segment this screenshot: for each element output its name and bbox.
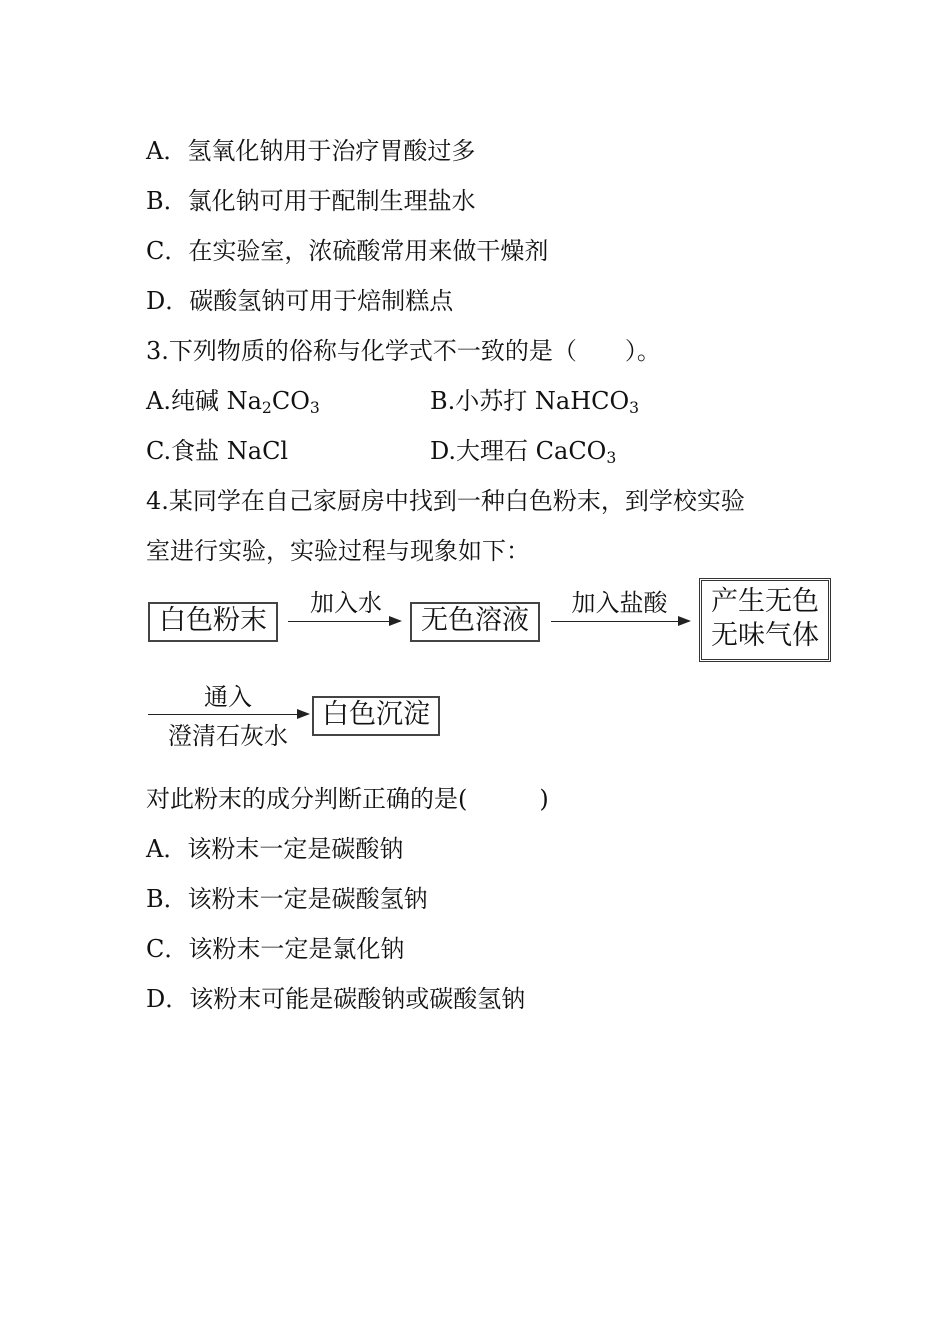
flow-arrow1: [288, 621, 400, 622]
q4-option-d: D．该粉末可能是碳酸钠或碳酸氢钠: [146, 985, 526, 1013]
flow-box-white-powder: 白色粉末: [148, 602, 278, 642]
q3-option-b: B.小苏打 NaHCO$_3$: [430, 387, 640, 417]
flow-box-gas-line2: 无味气体: [711, 620, 819, 651]
flow-box-gas: [699, 578, 831, 662]
flow-arrow3-label-bottom: 澄清石灰水: [168, 722, 288, 750]
q4-stem-line2: 室进行实验，实验过程与现象如下：: [146, 537, 530, 565]
flow-arrow2: [551, 621, 689, 622]
flow-arrow1-label: 加入水: [310, 589, 382, 617]
q4-option-a: A．该粉末一定是碳酸钠: [146, 835, 404, 863]
flow-box-white-precipitate: 白色沉淀: [312, 696, 440, 736]
q3-stem: 3.下列物质的俗称与化学式不一致的是（ ）。: [146, 337, 661, 365]
q2-option-a: A．氢氧化钠用于治疗胃酸过多: [146, 137, 476, 165]
q3-option-d: D.大理石 CaCO$_3$: [430, 437, 617, 467]
q4-option-b: B．该粉末一定是碳酸氢钠: [146, 885, 428, 913]
q3-option-a: A.纯碱 $Na_2CO_3$: [146, 387, 320, 417]
flow-arrow3: [148, 714, 308, 715]
flow-arrow3-label-top: 通入: [204, 683, 252, 711]
flow-box-gas-line1: 产生无色: [711, 586, 819, 617]
flow-box-colorless-solution: 无色溶液: [410, 602, 540, 642]
q4-question: 对此粉末的成分判断正确的是( ): [146, 785, 549, 813]
q4-stem-line1: 4.某同学在自己家厨房中找到一种白色粉末，到学校实验: [146, 487, 745, 515]
q2-option-d: D．碳酸氢钠可用于焙制糕点: [146, 287, 454, 315]
q2-option-c: C．在实验室，浓硫酸常用来做干燥剂: [146, 237, 549, 265]
q2-option-b: B．氯化钠可用于配制生理盐水: [146, 187, 476, 215]
flow-arrow2-label: 加入盐酸: [571, 589, 668, 617]
q4-option-c: C．该粉末一定是氯化钠: [146, 935, 405, 963]
q3-option-c: C.食盐 NaCl: [146, 437, 289, 465]
